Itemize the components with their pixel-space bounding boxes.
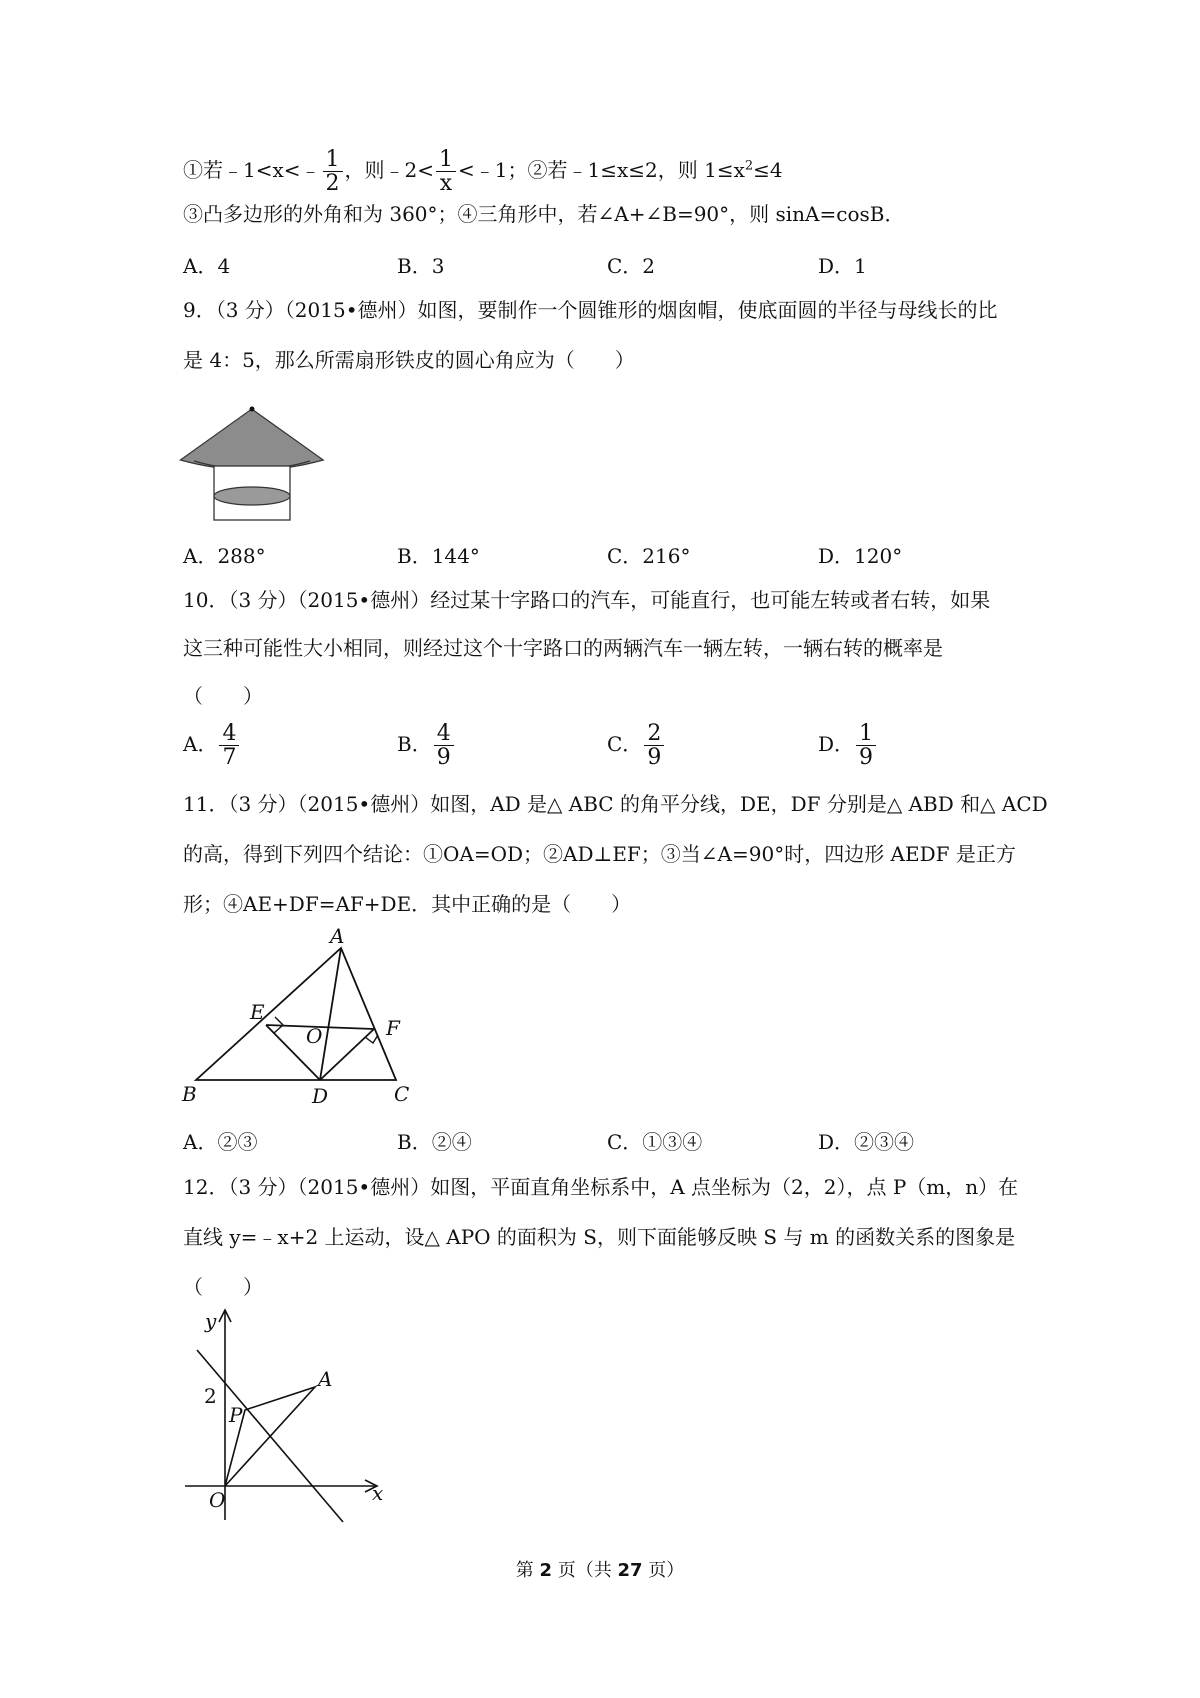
q8-option-a[interactable]: A．4	[183, 254, 231, 278]
q9-chimney-cap-figure	[178, 400, 328, 525]
segment-ad	[320, 948, 341, 1080]
q9-option-c[interactable]: C．216°	[607, 544, 691, 568]
label-o: O	[209, 1488, 226, 1512]
q8-text: ≤4	[753, 158, 783, 183]
label-y: y	[205, 1309, 217, 1333]
label-f: F	[386, 1016, 400, 1040]
sector-cap	[180, 409, 323, 470]
label-a: A	[318, 1367, 333, 1391]
q11-stem-line2: 的高，得到下列四个结论：①OA=OD；②AD⊥EF；③当∠A=90°时，四边形 AEDF 是正方	[183, 842, 1016, 866]
q10-option-b[interactable]: B． $\frac{4}{9}$	[397, 722, 456, 769]
q8-option-c[interactable]: C．2	[607, 254, 656, 278]
q9-stem-line2: 是 4：5，那么所需扇形铁皮的圆心角应为（ ）	[183, 348, 635, 372]
label-x: x	[372, 1481, 384, 1505]
q10-option-c[interactable]: C． $\frac{2}{9}$	[607, 722, 666, 769]
triangle-abc	[196, 948, 396, 1080]
fraction: $\frac{4}{9}$	[434, 722, 454, 769]
q10-stem-line3: （ ）	[183, 684, 263, 708]
q10-stem-line1: 10．（3 分）（2015•德州）经过某十字路口的汽车，可能直行，也可能左转或者右转，如果	[183, 588, 991, 612]
q11-option-d[interactable]: D．②③④	[818, 1130, 915, 1154]
q9-option-d[interactable]: D．120°	[818, 544, 903, 568]
q8-text: <﹣1；②若﹣1≤x≤2，则 1≤x	[458, 158, 745, 183]
label-e: E	[250, 1000, 265, 1024]
q11-option-c[interactable]: C．①③④	[607, 1130, 703, 1154]
q9-option-a[interactable]: A．288°	[183, 544, 266, 568]
fraction: $\frac{1}{9}$	[856, 722, 876, 769]
pipe-opening	[214, 487, 290, 505]
page-footer: 第 2 页（共 27 页）	[515, 1560, 685, 1581]
q10-option-d[interactable]: D． $\frac{1}{9}$	[818, 722, 878, 769]
superscript: 2	[744, 158, 754, 174]
q11-triangle-figure	[178, 925, 418, 1105]
label-c: C	[394, 1082, 410, 1105]
q12-stem-line2: 直线 y=﹣x+2 上运动，设△ APO 的面积为 S，则下面能够反映 S 与 m 的函数关系的图象是	[183, 1225, 1016, 1249]
cap-apex	[250, 407, 255, 412]
q8-statement-line1	[183, 148, 783, 195]
fraction: $\frac{4}{7}$	[219, 722, 239, 769]
q11-option-b[interactable]: B．②④	[397, 1130, 472, 1154]
q9-stem-line1: 9．（3 分）（2015•德州）如图，要制作一个圆锥形的烟囱帽，使底面圆的半径与母线长的比	[183, 298, 998, 322]
label-b: B	[182, 1082, 197, 1105]
fraction: $\frac{1}{x}$	[436, 148, 456, 195]
q12-coordinate-figure	[175, 1300, 405, 1530]
triangle-apo	[225, 1387, 315, 1486]
q8-text: ①若﹣1<x<﹣	[183, 158, 321, 183]
page-number: 2	[539, 1560, 552, 1581]
label-a: A	[330, 925, 345, 948]
q8-option-b[interactable]: B．3	[397, 254, 445, 278]
q11-stem-line1: 11．（3 分）（2015•德州）如图，AD 是△ ABC 的角平分线，DE，DF 分别是△ ABD 和△ ACD	[183, 792, 1048, 816]
q12-stem-line1: 12．（3 分）（2015•德州）如图，平面直角坐标系中，A 点坐标为（2，2），点 P（m，n）在	[183, 1175, 1019, 1199]
segment-df	[320, 1029, 374, 1080]
q10-stem-line2: 这三种可能性大小相同，则经过这个十字路口的两辆汽车一辆左转，一辆右转的概率是	[183, 636, 943, 660]
q12-stem-line3: （ ）	[183, 1275, 263, 1299]
q10-option-a[interactable]: A． $\frac{4}{7}$	[183, 722, 241, 769]
label-d: D	[312, 1084, 329, 1105]
q8-statement-line2: ③凸多边形的外角和为 360°；④三角形中，若∠A+∠B=90°，则 sinA=cosB．	[183, 202, 905, 226]
q11-option-a[interactable]: A．②③	[183, 1130, 258, 1154]
label-o: O	[306, 1024, 323, 1048]
q8-text: ，则﹣2<	[344, 158, 435, 183]
fraction: $\frac{1}{2}$	[323, 148, 343, 195]
total-pages: 27	[617, 1560, 643, 1581]
label-2: 2	[204, 1384, 217, 1408]
q9-option-b[interactable]: B．144°	[397, 544, 480, 568]
q11-stem-line3: 形；④AE+DF=AF+DE．其中正确的是（ ）	[183, 892, 632, 916]
q8-option-d[interactable]: D．1	[818, 254, 867, 278]
fraction: $\frac{2}{9}$	[644, 722, 664, 769]
label-p: P	[229, 1403, 243, 1427]
